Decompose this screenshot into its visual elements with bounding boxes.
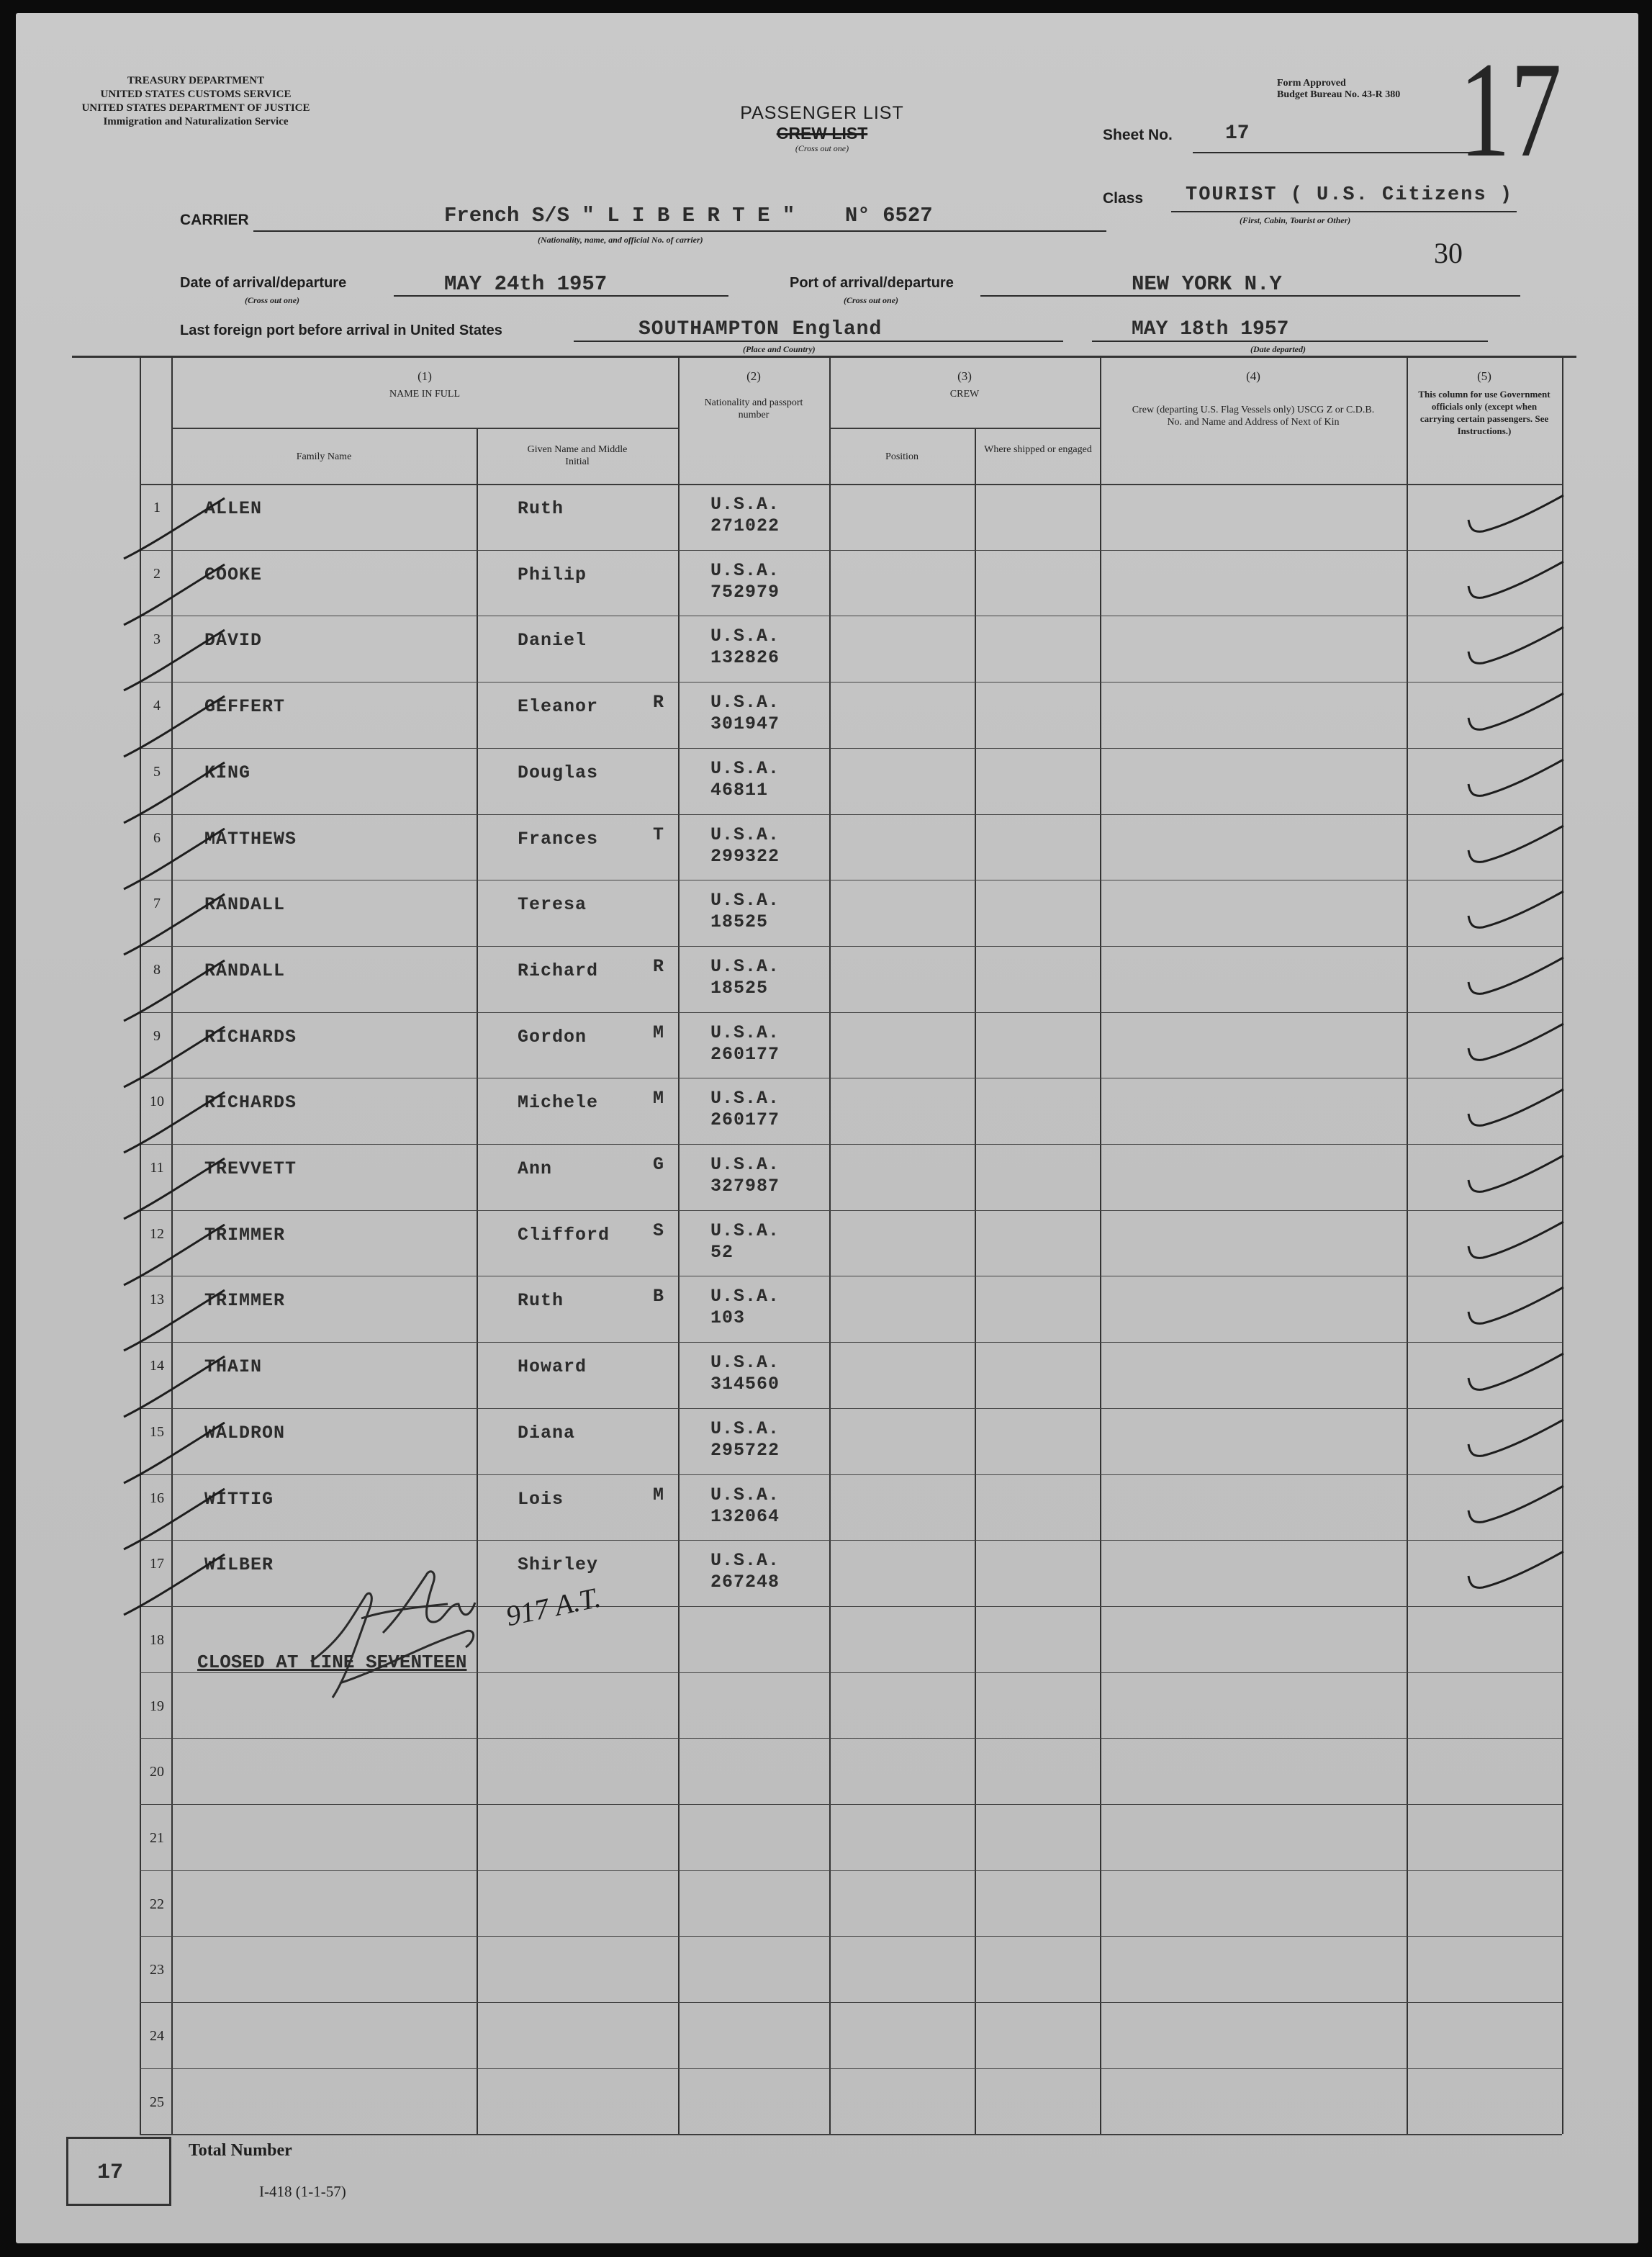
col5-num: (5) <box>1477 369 1491 383</box>
check-mark-icon <box>1463 1019 1571 1070</box>
row-number: 11 <box>150 1160 164 1176</box>
table-row <box>16 1738 1638 1804</box>
last-port-label: Last foreign port before arrival in United States <box>180 323 502 338</box>
budget-bureau-no: Budget Bureau No. 43-R 380 <box>1277 89 1401 100</box>
strike-mark-icon <box>117 1550 232 1622</box>
middle-initial: G <box>653 1154 665 1175</box>
passport-number: 301947 <box>710 713 780 734</box>
strike-mark-icon <box>117 1088 232 1160</box>
row-number: 15 <box>150 1424 164 1440</box>
table-top-rule <box>72 356 1576 358</box>
given-name: Douglas <box>518 762 599 783</box>
carrier-note: (Nationality, name, and official No. of carrier) <box>538 235 703 245</box>
check-mark-icon <box>1463 1547 1571 1598</box>
nationality: U.S.A. <box>710 890 780 911</box>
table-row <box>16 682 1638 748</box>
agency-line: TREASURY DEPARTMENT <box>127 75 265 86</box>
nationality: U.S.A. <box>710 494 780 515</box>
subheader-rule-3 <box>829 428 1100 429</box>
row-number: 20 <box>150 1764 164 1780</box>
family-name: GEFFERT <box>204 696 286 717</box>
passport-number: 267248 <box>710 1572 780 1592</box>
row-number: 13 <box>150 1292 164 1307</box>
table-row <box>16 2068 1638 2135</box>
check-mark-icon <box>1463 1482 1571 1532</box>
row-number: 19 <box>150 1698 164 1714</box>
row-number: 5 <box>153 764 161 780</box>
check-mark-icon <box>1463 1349 1571 1400</box>
passport-number: 295722 <box>710 1440 780 1461</box>
agency-line: UNITED STATES CUSTOMS SERVICE <box>100 89 292 100</box>
document-page <box>16 13 1638 2243</box>
strike-mark-icon <box>117 956 232 1028</box>
row-number: 8 <box>153 962 161 978</box>
family-name: TRIMMER <box>204 1290 286 1311</box>
total-value: 17 <box>97 2161 124 2185</box>
given-name: Frances <box>518 829 599 850</box>
family-name: TRIMMER <box>204 1225 286 1245</box>
handwritten-signature <box>297 1554 599 1712</box>
check-mark-icon <box>1463 1151 1571 1202</box>
strike-mark-icon <box>117 1485 232 1557</box>
check-mark-icon <box>1463 887 1571 937</box>
passport-number: 299322 <box>710 846 780 867</box>
nationality: U.S.A. <box>710 1418 780 1439</box>
passport-number: 260177 <box>710 1044 780 1065</box>
row-number: 4 <box>153 698 161 713</box>
check-mark-icon <box>1463 755 1571 806</box>
family-name: RANDALL <box>204 960 286 981</box>
given-name: Clifford <box>518 1225 610 1245</box>
row-number: 12 <box>150 1226 164 1242</box>
family-name: RICHARDS <box>204 1027 297 1048</box>
passport-number: 52 <box>710 1242 734 1263</box>
row-number: 17 <box>150 1556 164 1572</box>
col1-header <box>171 370 678 400</box>
check-mark-icon <box>1463 557 1571 608</box>
class-value: TOURIST ( U.S. Citizens ) <box>1186 184 1514 206</box>
middle-initial: S <box>653 1220 665 1241</box>
title-crew-list-crossed: CREW LIST <box>776 124 868 143</box>
check-mark-icon <box>1463 1217 1571 1268</box>
table-row <box>16 880 1638 946</box>
table-row <box>16 1276 1638 1342</box>
port-value: NEW YORK N.Y <box>1132 272 1282 296</box>
strike-mark-icon <box>117 494 232 566</box>
nationality: U.S.A. <box>710 824 780 845</box>
family-name: RANDALL <box>204 894 286 915</box>
passport-number: 260177 <box>710 1109 780 1130</box>
col3-num: (3) <box>957 369 972 383</box>
date-departed-note: (Date departed) <box>1250 344 1306 354</box>
class-label: Class <box>1103 190 1144 207</box>
nationality: U.S.A. <box>710 758 780 779</box>
passport-number: 46811 <box>710 780 769 801</box>
table-row <box>16 616 1638 682</box>
nationality: U.S.A. <box>710 626 780 647</box>
given-name: Richard <box>518 960 599 981</box>
col1-num: (1) <box>417 369 432 383</box>
arrival-date-label-text: Date of arrival/departure <box>180 275 347 291</box>
row-number: 14 <box>150 1358 164 1374</box>
check-mark-icon <box>1463 953 1571 1004</box>
nationality: U.S.A. <box>710 1352 780 1373</box>
given-name: Ruth <box>518 498 564 519</box>
sheet-stamp-number: 17 <box>1459 35 1562 186</box>
middle-initial: T <box>653 824 665 845</box>
strike-mark-icon <box>117 758 232 830</box>
passport-number: 103 <box>710 1307 746 1328</box>
passport-number: 752979 <box>710 582 780 603</box>
check-mark-icon <box>1463 689 1571 739</box>
passenger-table <box>16 13 1638 2243</box>
table-row <box>16 1210 1638 1276</box>
table-row <box>16 2002 1638 2068</box>
family-name: THAIN <box>204 1356 263 1377</box>
table-row <box>16 1012 1638 1078</box>
table-row <box>16 748 1638 814</box>
given-name: Howard <box>518 1356 587 1377</box>
nationality: U.S.A. <box>710 692 780 713</box>
nationality: U.S.A. <box>710 1550 780 1571</box>
check-mark-icon <box>1463 1085 1571 1135</box>
cross-out-note: (Cross out one) <box>795 143 849 153</box>
row-number: 24 <box>150 2028 164 2044</box>
table-row <box>16 1342 1638 1408</box>
table-row <box>16 814 1638 880</box>
col1-title: NAME IN FULL <box>389 389 460 400</box>
passport-number: 18525 <box>710 978 769 999</box>
strike-mark-icon <box>117 1220 232 1292</box>
family-name: TREVVETT <box>204 1158 297 1179</box>
given-name: Philip <box>518 564 587 585</box>
col2-header <box>678 370 829 421</box>
row-number: 3 <box>153 631 161 647</box>
port-label: Port of arrival/departure <box>790 275 954 291</box>
row-number: 2 <box>153 566 161 582</box>
table-row <box>16 946 1638 1012</box>
class-note: (First, Cabin, Tourist or Other) <box>1240 215 1351 225</box>
agency-line: Immigration and Naturalization Service <box>103 116 289 127</box>
carrier-label: CARRIER <box>180 212 249 228</box>
nationality: U.S.A. <box>710 1286 780 1307</box>
arrival-date-value: MAY 24th 1957 <box>444 272 608 296</box>
check-mark-icon <box>1463 1283 1571 1333</box>
family-name-header: Family Name <box>296 451 352 462</box>
sheet-no-value: 17 <box>1225 122 1250 145</box>
middle-initial: M <box>653 1022 665 1043</box>
form-number: I-418 (1-1-57) <box>259 2183 346 2200</box>
middle-initial: R <box>653 692 665 713</box>
col3-header <box>829 370 1100 400</box>
table-row <box>16 1672 1638 1739</box>
row-number: 22 <box>150 1896 164 1912</box>
date-departed-value: MAY 18th 1957 <box>1132 318 1289 341</box>
row-number: 6 <box>153 830 161 846</box>
given-name: Ruth <box>518 1290 564 1311</box>
strike-mark-icon <box>117 1154 232 1226</box>
col5-title: This column for use Government officials only (except when carrying certain passengers. See Instructions.) <box>1418 389 1551 436</box>
strike-mark-icon <box>117 560 232 632</box>
check-mark-icon <box>1463 623 1571 673</box>
port-note: (Cross out one) <box>844 295 899 305</box>
row-number: 25 <box>150 2094 164 2110</box>
table-row <box>16 1936 1638 2002</box>
strike-mark-icon <box>117 824 232 896</box>
nationality: U.S.A. <box>710 1220 780 1241</box>
strike-mark-icon <box>117 1352 232 1424</box>
given-name: Diana <box>518 1423 576 1443</box>
given-name: Eleanor <box>518 696 599 717</box>
agency-line: UNITED STATES DEPARTMENT OF JUSTICE <box>81 102 310 114</box>
given-name: Shirley <box>518 1554 599 1575</box>
given-name: Ann <box>518 1158 553 1179</box>
given-name: Teresa <box>518 894 587 915</box>
nationality: U.S.A. <box>710 1022 780 1043</box>
table-row <box>16 1870 1638 1937</box>
row-number: 7 <box>153 896 161 911</box>
family-name: KING <box>204 762 251 783</box>
strike-mark-icon <box>117 890 232 962</box>
col4-num: (4) <box>1246 369 1260 383</box>
nationality: U.S.A. <box>710 1154 780 1175</box>
nationality: U.S.A. <box>710 1485 780 1505</box>
title-passenger-list: PASSENGER LIST <box>740 103 904 123</box>
nationality: U.S.A. <box>710 1088 780 1109</box>
given-name: Gordon <box>518 1027 587 1048</box>
col5-header <box>1407 370 1562 437</box>
row-number: 21 <box>150 1830 164 1846</box>
passport-number: 327987 <box>710 1176 780 1197</box>
handwritten-30: 30 <box>1434 237 1463 269</box>
row-number: 18 <box>150 1632 164 1648</box>
closed-note: CLOSED AT LINE SEVENTEEN <box>197 1652 467 1673</box>
given-name: Michele <box>518 1092 599 1113</box>
row-number: 9 <box>153 1028 161 1044</box>
col2-num: (2) <box>746 369 761 383</box>
check-mark-icon <box>1463 1415 1571 1466</box>
family-name: RICHARDS <box>204 1092 297 1113</box>
col3-title: CREW <box>949 389 980 400</box>
family-name: ALLEN <box>204 498 263 519</box>
col2-title: Nationality and passport number <box>704 397 803 420</box>
total-box <box>66 2137 171 2206</box>
passport-number: 132064 <box>710 1506 780 1527</box>
passport-number: 314560 <box>710 1374 780 1395</box>
passport-number: 18525 <box>710 911 769 932</box>
strike-mark-icon <box>117 626 232 698</box>
strike-mark-icon <box>117 1286 232 1358</box>
arrival-date-note: (Cross out one) <box>245 295 300 305</box>
table-row <box>16 1408 1638 1474</box>
check-mark-icon <box>1463 821 1571 872</box>
strike-mark-icon <box>117 1022 232 1094</box>
table-row <box>16 1078 1638 1144</box>
table-row <box>16 1540 1638 1606</box>
middle-initial: B <box>653 1286 665 1307</box>
col4-header <box>1100 370 1407 428</box>
row-number: 23 <box>150 1962 164 1978</box>
col4-title: Crew (departing U.S. Flag Vessels only) USCG Z or C.D.B. No. and Name and Address of Next of Kin <box>1132 405 1375 428</box>
family-name: WITTIG <box>204 1489 274 1510</box>
nationality: U.S.A. <box>710 956 780 977</box>
last-port-value: SOUTHAMPTON England <box>638 318 883 341</box>
shipped-header: Where shipped or engaged <box>984 444 1092 455</box>
family-name: WALDRON <box>204 1423 286 1443</box>
middle-initial: R <box>653 956 665 977</box>
strike-mark-icon <box>117 692 232 764</box>
table-row <box>16 1474 1638 1541</box>
strike-mark-icon <box>117 1418 232 1490</box>
family-name: DAVID <box>204 630 263 651</box>
middle-initial: M <box>653 1485 665 1505</box>
family-name: WILBER <box>204 1554 274 1575</box>
family-name: COOKE <box>204 564 263 585</box>
carrier-value: French S/S " L I B E R T E " N° 6527 <box>444 204 933 227</box>
handwritten-initials: 917 A.T. <box>502 1580 604 1633</box>
subheader-rule-1 <box>171 428 678 429</box>
passport-number: 132826 <box>710 647 780 668</box>
sheet-no-label: Sheet No. <box>1103 127 1173 143</box>
row-number: 16 <box>150 1490 164 1506</box>
table-row <box>16 484 1638 550</box>
table-row <box>16 1144 1638 1210</box>
row-number: 10 <box>150 1094 164 1109</box>
last-port-note: (Place and Country) <box>743 344 816 354</box>
position-header: Position <box>885 451 918 462</box>
family-name: MATTHEWS <box>204 829 297 850</box>
passport-number: 271022 <box>710 515 780 536</box>
check-mark-icon <box>1463 491 1571 541</box>
given-name: Daniel <box>518 630 587 651</box>
row-number: 1 <box>153 500 161 515</box>
nationality: U.S.A. <box>710 560 780 581</box>
table-row <box>16 550 1638 616</box>
given-name: Lois <box>518 1489 564 1510</box>
given-name-header: Given Name and Middle Initial <box>527 444 628 467</box>
middle-initial: M <box>653 1088 665 1109</box>
form-approved: Form Approved <box>1277 78 1346 89</box>
table-row <box>16 1804 1638 1870</box>
total-number-label: Total Number <box>189 2141 292 2160</box>
